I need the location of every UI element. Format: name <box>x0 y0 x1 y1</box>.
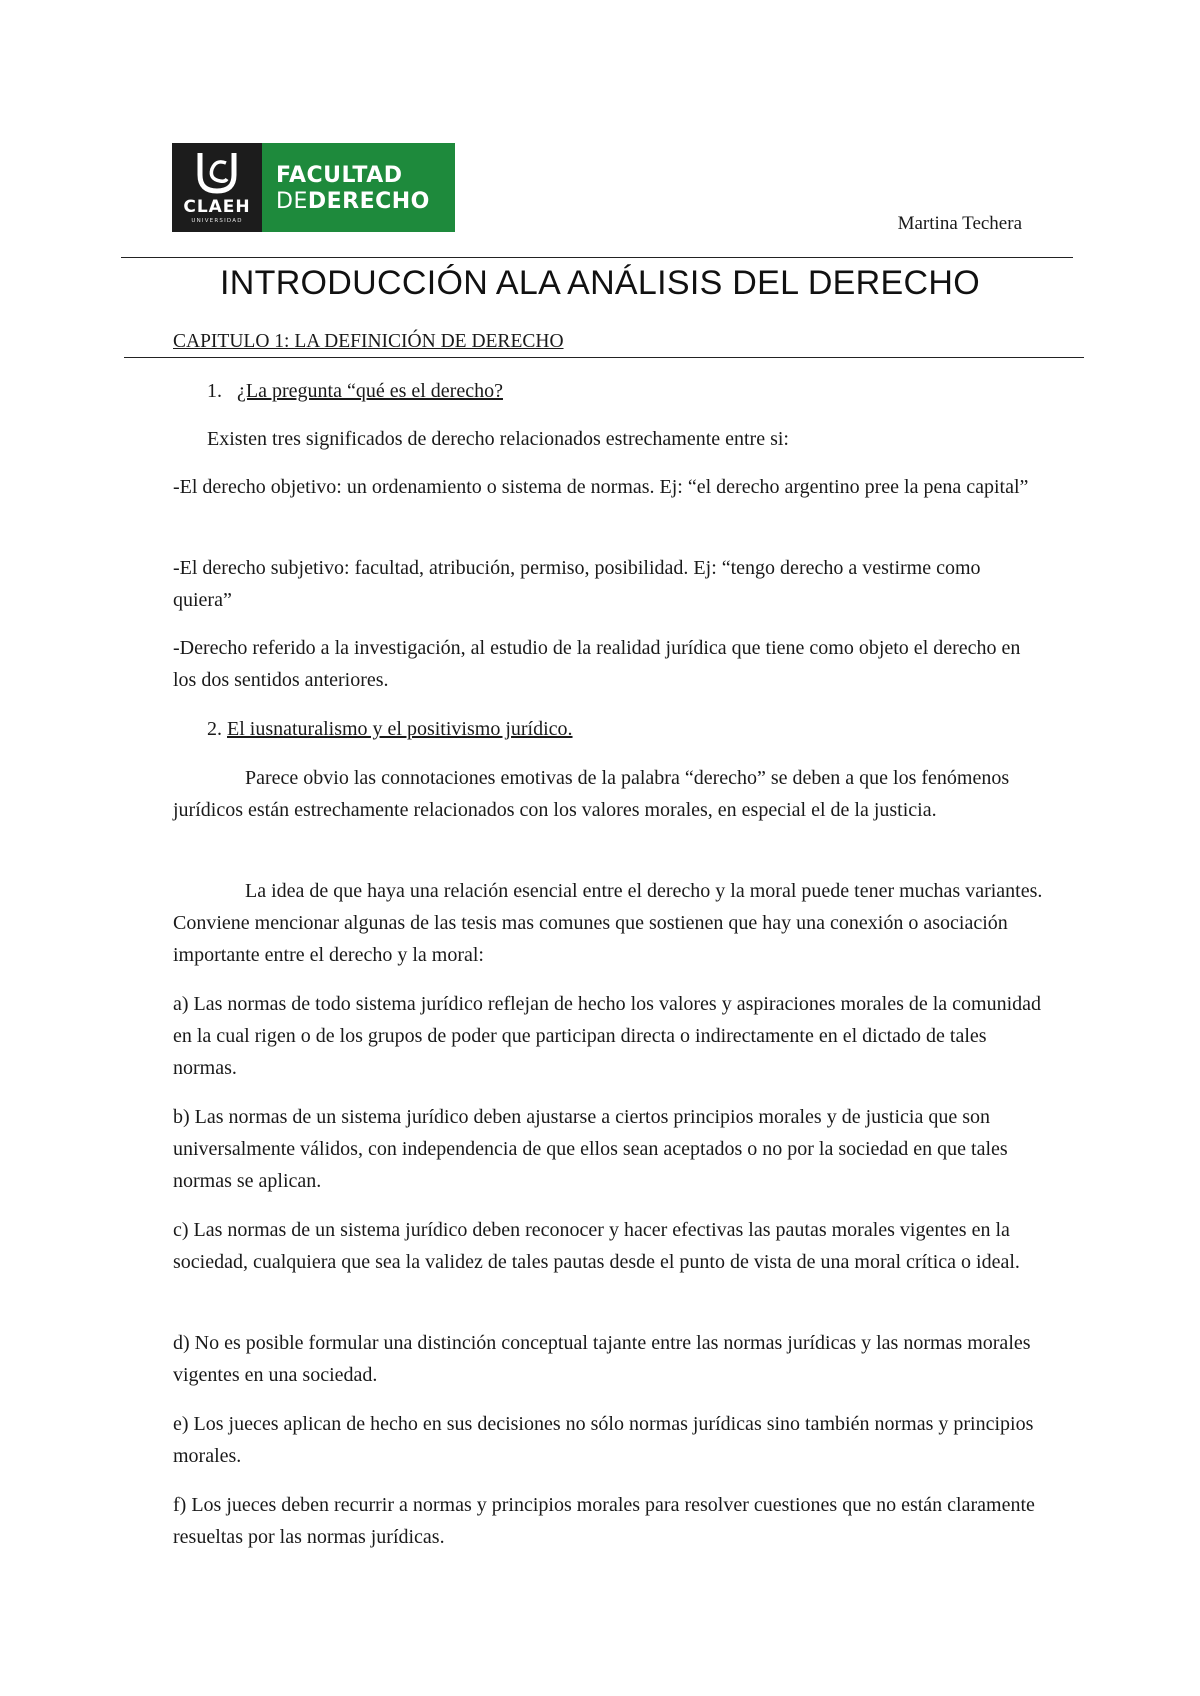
meaning-item: -Derecho referido a la investigación, al estudio de la realidad jurídica que tiene como objeto el derecho en los dos sentidos anteriores. <box>173 637 1021 691</box>
chapter-heading: CAPITULO 1: LA DEFINICIÓN DE DERECHO <box>173 331 564 352</box>
section-1-number: 1. <box>207 380 222 402</box>
thesis-item: f) Los jueces deben recurrir a normas y principios morales para resolver cuestiones que no están claramente resueltas por las normas jurídicas. <box>173 1494 1035 1548</box>
logo-universidad-text: UNIVERSIDAD <box>191 218 243 224</box>
logo-derecho-text: DERECHO <box>307 189 430 214</box>
section-2-title: El iusnaturalismo y el positivismo jurídico. <box>227 718 573 740</box>
logo-facultad-text: FACULTAD <box>276 163 403 188</box>
author-name: Martina Techera <box>897 213 1022 234</box>
body-paragraph: La idea de que haya una relación esencial entre el derecho y la moral puede tener muchas variantes. Conviene mencionar algunas de las tesis mas comunes que sostienen que hay una conexión o asociación importante entre el derecho y la moral: <box>173 880 1043 966</box>
meaning-item: -El derecho subjetivo: facultad, atribución, permiso, posibilidad. Ej: “tengo derecho a vestirme como quiera” <box>173 557 981 611</box>
body-paragraph: Parece obvio las connotaciones emotivas de la palabra “derecho” se deben a que los fenómenos jurídicos están estrechamente relacionados con los valores morales, en especial el de la justicia. <box>173 767 1010 821</box>
logo-derecho-line <box>276 189 430 214</box>
thesis-item: c) Las normas de un sistema jurídico deben reconocer y hacer efectivas las pautas morales vigentes en la sociedad, cualquiera que sea la validez de tales pautas desde el punto de vista de una moral crítica o ideal. <box>173 1219 1020 1273</box>
facultad-logo-block <box>262 143 455 232</box>
document-title: INTRODUCCIÓN ALA ANÁLISIS DEL DERECHO <box>220 264 980 302</box>
logo-claeh-text: CLAEH <box>183 197 251 217</box>
thesis-item: a) Las normas de todo sistema jurídico reflejan de hecho los valores y aspiraciones morales de la comunidad en la cual rigen o de los grupos de poder que participan directa o indirectamente en el dictado de tales normas. <box>173 993 1042 1079</box>
uc-monogram-icon <box>194 149 240 195</box>
logo-de-text: DE <box>276 189 308 214</box>
section-1-heading <box>207 375 1077 407</box>
thesis-item: e) Los jueces aplican de hecho en sus decisiones no sólo normas jurídicas sino también normas y principios morales. <box>173 1413 1034 1467</box>
section-1-title: ¿La pregunta “qué es el derecho? <box>237 380 503 402</box>
section-2-number: 2. <box>207 718 222 740</box>
intro-paragraph: Existen tres significados de derecho relacionados estrechamente entre si: <box>207 428 789 450</box>
claeh-logo-block <box>172 143 262 232</box>
thesis-item: b) Las normas de un sistema jurídico deben ajustarse a ciertos principios morales y de justicia que son universalmente válidos, con independencia de que ellos sean aceptados o no por la sociedad en que tales normas se aplican. <box>173 1106 1008 1192</box>
chapter-divider <box>124 357 1084 358</box>
facultad-derecho-logo <box>172 143 455 232</box>
meaning-item: -El derecho objetivo: un ordenamiento o sistema de normas. Ej: “el derecho argentino pree la pena capital” <box>173 476 1029 498</box>
section-2-heading <box>207 713 1077 745</box>
thesis-item: d) No es posible formular una distinción conceptual tajante entre las normas jurídicas y las normas morales vigentes en una sociedad. <box>173 1332 1031 1386</box>
header-divider <box>121 257 1073 258</box>
